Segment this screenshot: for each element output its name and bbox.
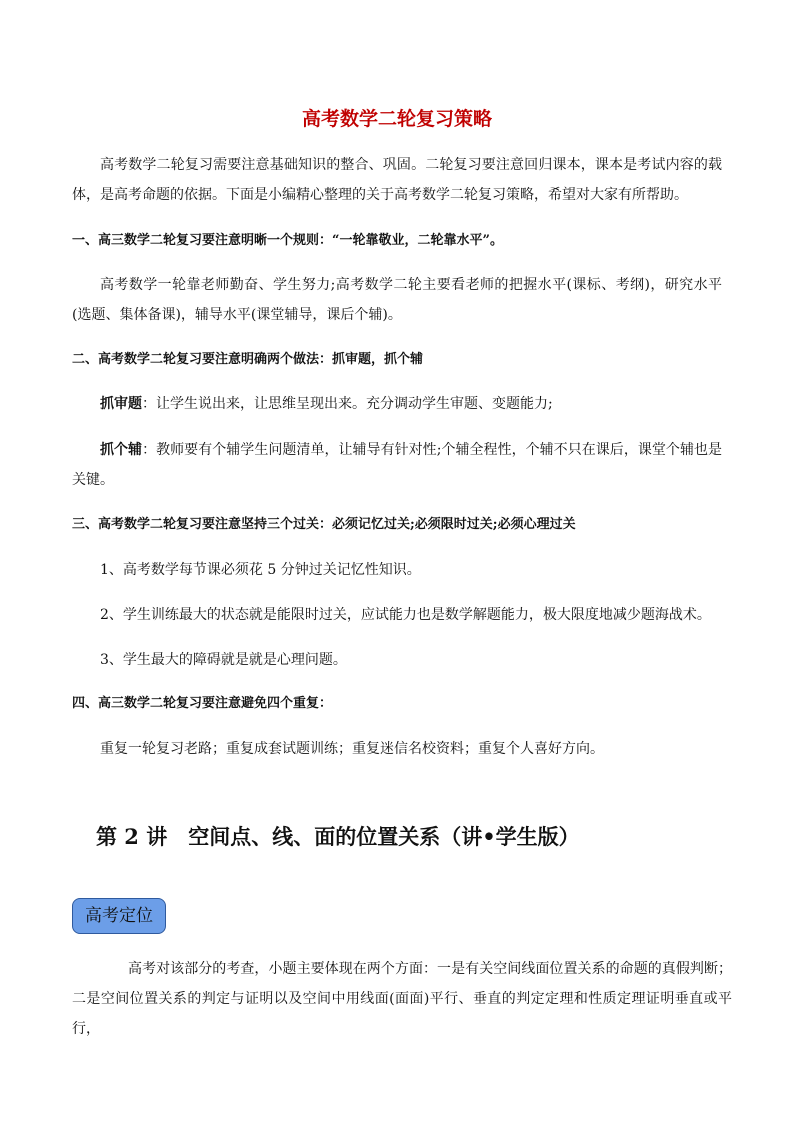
section-3-item-1: 1、高考数学每节课必须花 5 分钟过关记忆性知识。 (100, 562, 421, 578)
section-1-heading: 一、高三数学二轮复习要注意明晰一个规则：“一轮靠敬业，二轮靠水平”。 (72, 233, 503, 248)
section-3-heading: 三、高考数学二轮复习要注意坚持三个过关：必须记忆过关;必须限时过关;必须心理过关 (72, 517, 576, 532)
exam-positioning-badge: 高考定位 (72, 898, 166, 934)
item-label: 抓个辅 (100, 442, 143, 458)
section-2-heading: 二、高考数学二轮复习要注意明确两个做法：抓审题，抓个辅 (72, 352, 424, 367)
item-text: ：教师要有个辅学生问题清单，让辅导有针对性;个辅全程性，个辅不只在课后，课堂个辅也是关键。 (72, 442, 723, 488)
section-3-item-3: 3、学生最大的障碍就是就是心理问题。 (100, 652, 347, 668)
section-3-item-2: 2、学生训练最大的状态就是能限时过关，应试能力也是数学解题能力，极大限度地减少题海战术。 (100, 607, 711, 623)
intro-paragraph: 高考数学二轮复习需要注意基础知识的整合、巩固。二轮复习要注意回归课本，课本是考试内容的载体，是高考命题的依据。下面是小编精心整理的关于高考数学二轮复习策略，希望对大家有所帮助。 (72, 157, 722, 203)
item-text: ：让学生说出来，让思维呈现出来。充分调动学生审题、变题能力; (142, 396, 553, 412)
lecture-title: 第 2 讲 空间点、线、面的位置关系（讲•学生版） (96, 824, 580, 849)
item-label: 抓审题 (100, 396, 142, 412)
section-1-body: 高考数学一轮靠老师勤奋、学生努力;高考数学二轮主要看老师的把握水平(课标、考纲)，研究水平(选题、集体备课)，辅导水平(课堂辅导，课后个辅)。 (72, 277, 722, 323)
section-4-body: 重复一轮复习老路；重复成套试题训练；重复迷信名校资料；重复个人喜好方向。 (100, 741, 604, 757)
section-4-heading: 四、高三数学二轮复习要注意避免四个重复： (72, 696, 333, 711)
section-2-item-1 (72, 389, 722, 419)
section-2-item-2 (72, 435, 722, 495)
positioning-paragraph: 高考对该部分的考查，小题主要体现在两个方面：一是有关空间线面位置关系的命题的真假判断；二是空间位置关系的判定与证明以及空间中用线面(面面)平行、垂直的判定定理和性质定理证明垂直或平行， (72, 961, 732, 1037)
page-title: 高考数学二轮复习策略 (301, 108, 492, 130)
